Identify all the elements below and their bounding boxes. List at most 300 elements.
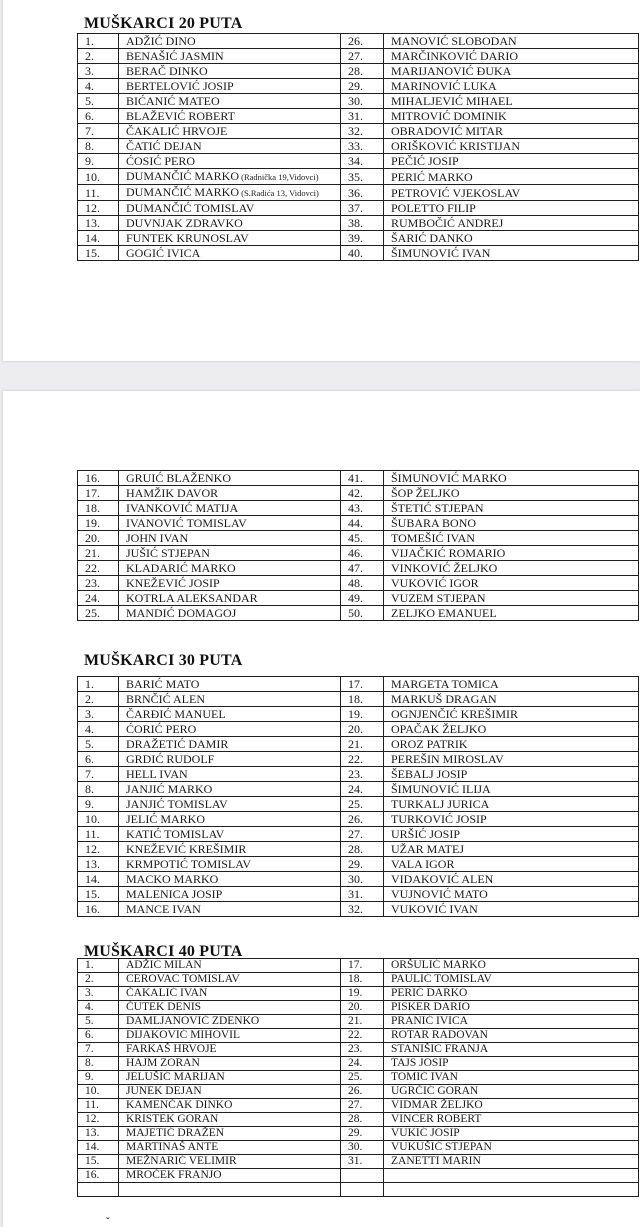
name-cell: ĆOSIĆ PERO — [119, 154, 341, 169]
name-cell: MARINOVIĆ LUKA — [384, 79, 639, 94]
name-cell: JELIĆ MARKO — [119, 812, 341, 827]
name-cell: STANIŠIĆ FRANJA — [384, 1043, 639, 1057]
name-cell: BIĆANIĆ MATEO — [119, 94, 341, 109]
table-row — [78, 185, 639, 201]
cutoff-next-heading-hint: ˇ — [106, 1217, 110, 1225]
row-number-cell: 19. — [341, 987, 384, 1001]
row-number-cell: 20. — [78, 531, 119, 546]
row-number-cell: 7. — [78, 1043, 119, 1057]
table-row — [78, 857, 639, 872]
name-cell: MROČEK FRANJO — [119, 1169, 341, 1183]
row-number-cell: 47. — [341, 561, 384, 576]
table-row — [78, 79, 639, 94]
name-cell: ADŽIĆ DINO — [119, 34, 341, 49]
row-number-cell: 31. — [341, 109, 384, 124]
name-cell: POLETTO FILIP — [384, 201, 639, 216]
name-cell: CEROVAC TOMISLAV — [119, 973, 341, 987]
table-row — [78, 797, 639, 812]
section-title-30-puta: MUŠKARCI 30 PUTA — [84, 652, 243, 669]
row-number-cell: 35. — [341, 169, 384, 185]
name-cell: PERIĆ MARKO — [384, 169, 639, 185]
name-cell: PETROVIĆ VJEKOSLAV — [384, 185, 639, 201]
row-number-cell: 49. — [341, 591, 384, 606]
name-cell: ČUTEK DENIS — [119, 1001, 341, 1015]
name-cell: MANCE IVAN — [119, 902, 341, 917]
row-number-cell: 27. — [341, 827, 384, 842]
table-row — [78, 872, 639, 887]
row-number-cell: 9. — [78, 154, 119, 169]
name-cell: KAMENČAK DINKO — [119, 1099, 341, 1113]
table-row — [78, 812, 639, 827]
table-row — [78, 767, 639, 782]
table-row — [78, 842, 639, 857]
row-number-cell: 37. — [341, 201, 384, 216]
name-cell: PAULIĆ TOMISLAV — [384, 973, 639, 987]
name-cell: URŠIĆ JOSIP — [384, 827, 639, 842]
name-cell: BERTELOVIĆ JOSIP — [119, 79, 341, 94]
name-cell: VUJNOVIĆ MATO — [384, 887, 639, 902]
name-cell: GOGIĆ IVICA — [119, 246, 341, 261]
row-number-cell: 26. — [341, 1085, 384, 1099]
roster-table-30-puta — [77, 676, 639, 917]
name-cell: JUŠIĆ STJEPAN — [119, 546, 341, 561]
name-cell: JOHN IVAN — [119, 531, 341, 546]
row-number-cell: 25. — [341, 1071, 384, 1085]
name-cell: VIDAKOVIĆ ALEN — [384, 872, 639, 887]
table-row — [78, 591, 639, 606]
row-number-cell: 3. — [78, 64, 119, 79]
row-number-cell: 20. — [341, 722, 384, 737]
name-cell: ČATIĆ DEJAN — [119, 139, 341, 154]
name-cell: TAJS JOSIP — [384, 1057, 639, 1071]
row-number-cell: 28. — [341, 64, 384, 79]
row-number-cell: 4. — [78, 1001, 119, 1015]
name-cell: PEREŠIN MIROSLAV — [384, 752, 639, 767]
name-cell: VIDMAR ŽELJKO — [384, 1099, 639, 1113]
table-row — [78, 576, 639, 591]
row-number-cell: 15. — [78, 887, 119, 902]
row-number-cell: 11. — [78, 1099, 119, 1113]
name-cell — [119, 1183, 341, 1197]
name-cell: TOMEŠIĆ IVAN — [384, 531, 639, 546]
row-number-cell: 33. — [341, 139, 384, 154]
table-row — [78, 231, 639, 246]
name-cell: ŠEBALJ JOSIP — [384, 767, 639, 782]
row-number-cell: 21. — [78, 546, 119, 561]
name-cell: VUKOVIĆ IVAN — [384, 902, 639, 917]
name-cell: TURKALJ JURICA — [384, 797, 639, 812]
row-number-cell: 39. — [341, 231, 384, 246]
name-cell: JANJIĆ TOMISLAV — [119, 797, 341, 812]
name-cell: JANJIĆ MARKO — [119, 782, 341, 797]
row-number-cell: 5. — [78, 1015, 119, 1029]
name-cell: IVANOVIĆ TOMISLAV — [119, 516, 341, 531]
name-cell: ŠIMUNOVIĆ MARKO — [384, 471, 639, 486]
row-number-cell: 23. — [341, 767, 384, 782]
row-number-cell: 5. — [78, 94, 119, 109]
row-number-cell: 23. — [341, 1043, 384, 1057]
table-row — [78, 471, 639, 486]
roster-table-40-puta — [77, 958, 639, 1197]
name-cell: ŠIMUNOVIĆ ILIJA — [384, 782, 639, 797]
row-number-cell: 28. — [341, 1113, 384, 1127]
row-number-cell: 1. — [78, 677, 119, 692]
name-cell: JUNEK DEJAN — [119, 1085, 341, 1099]
row-number-cell: 12. — [78, 201, 119, 216]
row-number-cell: 2. — [78, 692, 119, 707]
name-cell: ROTAR RADOVAN — [384, 1029, 639, 1043]
row-number-cell: 19. — [341, 707, 384, 722]
row-number-cell: 38. — [341, 216, 384, 231]
roster-table-20-puta-part2 — [77, 470, 639, 621]
row-number-cell: 25. — [78, 606, 119, 621]
section-title-40-puta: MUŠKARCI 40 PUTA — [84, 943, 243, 960]
table-row — [78, 34, 639, 49]
row-number-cell: 48. — [341, 576, 384, 591]
row-number-cell: 50. — [341, 606, 384, 621]
row-number-cell: 42. — [341, 486, 384, 501]
name-cell: DUVNJAK ZDRAVKO — [119, 216, 341, 231]
row-number-cell: 10. — [78, 169, 119, 185]
row-number-cell: 2. — [78, 49, 119, 64]
row-number-cell: 25. — [341, 797, 384, 812]
name-cell: MARIJANOVIĆ ĐUKA — [384, 64, 639, 79]
row-number-cell: 2. — [78, 973, 119, 987]
name-cell: ČARĐIĆ MANUEL — [119, 707, 341, 722]
row-number-cell: 28. — [341, 842, 384, 857]
name-cell: VINCER ROBERT — [384, 1113, 639, 1127]
name-cell: KRMPOTIĆ TOMISLAV — [119, 857, 341, 872]
row-number-cell: 6. — [78, 752, 119, 767]
table-row — [78, 987, 639, 1001]
name-cell: OBRADOVIĆ MITAR — [384, 124, 639, 139]
table-row — [78, 677, 639, 692]
name-cell: DRAŽETIĆ DAMIR — [119, 737, 341, 752]
row-number-cell: 18. — [341, 692, 384, 707]
row-number-cell: 17. — [341, 677, 384, 692]
table-row — [78, 531, 639, 546]
table-row — [78, 902, 639, 917]
name-cell: ŠUBARA BONO — [384, 516, 639, 531]
table-row — [78, 64, 639, 79]
table-row — [78, 49, 639, 64]
name-cell: ŠARIĆ DANKO — [384, 231, 639, 246]
table-row — [78, 1001, 639, 1015]
name-cell: FUNTEK KRUNOSLAV — [119, 231, 341, 246]
table-row — [78, 516, 639, 531]
row-number-cell: 16. — [78, 902, 119, 917]
name-cell: BERAČ DINKO — [119, 64, 341, 79]
name-cell: ORIŠKOVIĆ KRISTIJAN — [384, 139, 639, 154]
row-number-cell: 8. — [78, 139, 119, 154]
row-number-cell: 13. — [78, 1127, 119, 1141]
name-cell: VUKOVIĆ IGOR — [384, 576, 639, 591]
name-cell: PRANIĆ IVICA — [384, 1015, 639, 1029]
name-cell: RUMBOČIĆ ANDREJ — [384, 216, 639, 231]
name-cell: ZELJKO EMANUEL — [384, 606, 639, 621]
address-note: (S.Radića 13, Vidovci) — [239, 188, 319, 198]
name-cell — [384, 1183, 639, 1197]
row-number-cell: 9. — [78, 1071, 119, 1085]
name-cell: TURKOVIĆ JOSIP — [384, 812, 639, 827]
name-cell: IVANKOVIĆ MATIJA — [119, 501, 341, 516]
name-cell: VALA IGOR — [384, 857, 639, 872]
row-number-cell: 45. — [341, 531, 384, 546]
name-cell: DIJAKOVIĆ MIHOVIL — [119, 1029, 341, 1043]
name-cell: MANDIĆ DOMAGOJ — [119, 606, 341, 621]
table-row — [78, 124, 639, 139]
row-number-cell: 21. — [341, 1015, 384, 1029]
row-number-cell: 43. — [341, 501, 384, 516]
name-cell: OGNJENČIĆ KREŠIMIR — [384, 707, 639, 722]
row-number-cell: 20. — [341, 1001, 384, 1015]
name-cell: BRNČIĆ ALEN — [119, 692, 341, 707]
row-number-cell: 24. — [78, 591, 119, 606]
table-row — [78, 973, 639, 987]
row-number-cell: 31. — [341, 1155, 384, 1169]
name-cell: GRUIĆ BLAŽENKO — [119, 471, 341, 486]
table-row — [78, 887, 639, 902]
table-row — [78, 154, 639, 169]
row-number-cell — [341, 1183, 384, 1197]
name-cell: FARKAŠ HRVOJE — [119, 1043, 341, 1057]
row-number-cell: 19. — [78, 516, 119, 531]
table-row — [78, 1141, 639, 1155]
row-number-cell: 10. — [78, 1085, 119, 1099]
table-row — [78, 1169, 639, 1183]
name-cell: MARGETA TOMICA — [384, 677, 639, 692]
table-row — [78, 169, 639, 185]
row-number-cell: 11. — [78, 827, 119, 842]
row-number-cell: 24. — [341, 1057, 384, 1071]
table-row — [78, 1057, 639, 1071]
row-number-cell: 7. — [78, 767, 119, 782]
row-number-cell: 16. — [78, 471, 119, 486]
row-number-cell: 15. — [78, 1155, 119, 1169]
name-cell: VUZEM STJEPAN — [384, 591, 639, 606]
row-number-cell: 26. — [341, 812, 384, 827]
row-number-cell: 12. — [78, 1113, 119, 1127]
row-number-cell: 6. — [78, 1029, 119, 1043]
table-row — [78, 1029, 639, 1043]
name-cell: HAMŽIK DAVOR — [119, 486, 341, 501]
row-number-cell: 6. — [78, 109, 119, 124]
name-cell: MANOVIĆ SLOBODAN — [384, 34, 639, 49]
name-cell: PISKER DARIO — [384, 1001, 639, 1015]
name-cell: ŠTETIĆ STJEPAN — [384, 501, 639, 516]
name-cell: MARTINAŠ ANTE — [119, 1141, 341, 1155]
row-number-cell: 15. — [78, 246, 119, 261]
table-row — [78, 827, 639, 842]
row-number-cell: 41. — [341, 471, 384, 486]
name-cell: MIHALJEVIĆ MIHAEL — [384, 94, 639, 109]
row-number-cell: 30. — [341, 94, 384, 109]
address-note: (Radnička 19,Vidovci) — [239, 172, 319, 182]
row-number-cell: 30. — [341, 1141, 384, 1155]
table-row — [78, 546, 639, 561]
name-cell: ORŠULIĆ MARKO — [384, 959, 639, 973]
row-number-cell: 44. — [341, 516, 384, 531]
row-number-cell: 7. — [78, 124, 119, 139]
table-row — [78, 752, 639, 767]
row-number-cell: 18. — [341, 973, 384, 987]
row-number-cell: 10. — [78, 812, 119, 827]
table-row — [78, 1071, 639, 1085]
name-cell: ZANETTI MARIN — [384, 1155, 639, 1169]
row-number-cell: 1. — [78, 959, 119, 973]
row-number-cell: 22. — [341, 1029, 384, 1043]
row-number-cell: 23. — [78, 576, 119, 591]
name-cell: KOTRLA ALEKSANDAR — [119, 591, 341, 606]
row-number-cell: 40. — [341, 246, 384, 261]
table-row — [78, 486, 639, 501]
row-number-cell: 8. — [78, 1057, 119, 1071]
row-number-cell: 8. — [78, 782, 119, 797]
name-cell: HAJM ZORAN — [119, 1057, 341, 1071]
name-cell: KNEŽEVIĆ KREŠIMIR — [119, 842, 341, 857]
name-cell: BARIĆ MATO — [119, 677, 341, 692]
table-row — [78, 722, 639, 737]
table-row — [78, 692, 639, 707]
name-cell: VIJAČKIĆ ROMARIO — [384, 546, 639, 561]
table-row — [78, 1043, 639, 1057]
row-number-cell: 14. — [78, 872, 119, 887]
row-number-cell: 22. — [78, 561, 119, 576]
row-number-cell: 3. — [78, 707, 119, 722]
row-number-cell: 32. — [341, 124, 384, 139]
name-cell: MALENICA JOSIP — [119, 887, 341, 902]
document-page-2 — [3, 391, 640, 1227]
name-cell: VINKOVIĆ ŽELJKO — [384, 561, 639, 576]
row-number-cell: 29. — [341, 857, 384, 872]
row-number-cell: 4. — [78, 722, 119, 737]
table-row — [78, 1015, 639, 1029]
table-row — [78, 606, 639, 621]
name-cell: ĆORIĆ PERO — [119, 722, 341, 737]
name-cell: HELL IVAN — [119, 767, 341, 782]
row-number-cell — [341, 1169, 384, 1183]
name-cell: KLADARIĆ MARKO — [119, 561, 341, 576]
name-cell: BENAŠIĆ JASMIN — [119, 49, 341, 64]
row-number-cell: 16. — [78, 1169, 119, 1183]
table-row — [78, 1127, 639, 1141]
name-cell: DUMANČIĆ MARKO (Radnička 19,Vidovci) — [119, 169, 341, 185]
table-row — [78, 782, 639, 797]
name-cell: VUKIĆ JOSIP — [384, 1127, 639, 1141]
row-number-cell: 24. — [341, 782, 384, 797]
table-row — [78, 109, 639, 124]
row-number-cell: 4. — [78, 79, 119, 94]
row-number-cell: 13. — [78, 857, 119, 872]
table-row — [78, 1099, 639, 1113]
name-cell — [384, 1169, 639, 1183]
name-cell: TOMIĆ IVAN — [384, 1071, 639, 1085]
row-number-cell: 13. — [78, 216, 119, 231]
row-number-cell: 1. — [78, 34, 119, 49]
name-cell: MAJETIĆ DRAŽEN — [119, 1127, 341, 1141]
table-row — [78, 1085, 639, 1099]
name-cell: MARČINKOVIĆ DARIO — [384, 49, 639, 64]
row-number-cell: 18. — [78, 501, 119, 516]
row-number-cell: 27. — [341, 1099, 384, 1113]
row-number-cell: 29. — [341, 1127, 384, 1141]
table-row — [78, 1155, 639, 1169]
name-cell: VUKUŠIĆ STJEPAN — [384, 1141, 639, 1155]
table-row — [78, 139, 639, 154]
name-cell: UGRČIĆ GORAN — [384, 1085, 639, 1099]
document-page-1 — [3, 0, 640, 361]
name-cell: MACKO MARKO — [119, 872, 341, 887]
name-cell: KNEŽEVIĆ JOSIP — [119, 576, 341, 591]
name-cell: GRDIĆ RUDOLF — [119, 752, 341, 767]
table-row — [78, 246, 639, 261]
row-number-cell: 32. — [341, 902, 384, 917]
row-number-cell: 11. — [78, 185, 119, 201]
row-number-cell: 30. — [341, 872, 384, 887]
name-cell: BLAŽEVIĆ ROBERT — [119, 109, 341, 124]
table-row — [78, 216, 639, 231]
row-number-cell: 34. — [341, 154, 384, 169]
name-cell: KATIĆ TOMISLAV — [119, 827, 341, 842]
row-number-cell: 12. — [78, 842, 119, 857]
name-cell: DUMANČIĆ MARKO (S.Radića 13, Vidovci) — [119, 185, 341, 201]
name-cell: DAMLJANOVIĆ ZDENKO — [119, 1015, 341, 1029]
table-row — [78, 959, 639, 973]
row-number-cell: 36. — [341, 185, 384, 201]
row-number-cell: 14. — [78, 1141, 119, 1155]
row-number-cell: 46. — [341, 546, 384, 561]
name-cell: OROZ PATRIK — [384, 737, 639, 752]
roster-table-20-puta-part1 — [77, 33, 639, 261]
row-number-cell: 26. — [341, 34, 384, 49]
name-cell: PERIĆ DARKO — [384, 987, 639, 1001]
name-cell: KRISTEK GORAN — [119, 1113, 341, 1127]
row-number-cell: 21. — [341, 737, 384, 752]
name-cell: UŽAR MATEJ — [384, 842, 639, 857]
row-number-cell: 3. — [78, 987, 119, 1001]
table-row — [78, 1183, 639, 1197]
row-number-cell — [78, 1183, 119, 1197]
table-row — [78, 201, 639, 216]
name-cell: ČAKALIĆ IVAN — [119, 987, 341, 1001]
row-number-cell: 5. — [78, 737, 119, 752]
row-number-cell: 9. — [78, 797, 119, 812]
name-cell: MARKUŠ DRAGAN — [384, 692, 639, 707]
table-row — [78, 501, 639, 516]
row-number-cell: 17. — [78, 486, 119, 501]
section-title-20-puta: MUŠKARCI 20 PUTA — [84, 15, 243, 32]
name-cell: OPAČAK ŽELJKO — [384, 722, 639, 737]
row-number-cell: 27. — [341, 49, 384, 64]
row-number-cell: 29. — [341, 79, 384, 94]
name-cell: ŠIMUNOVIĆ IVAN — [384, 246, 639, 261]
row-number-cell: 17. — [341, 959, 384, 973]
row-number-cell: 22. — [341, 752, 384, 767]
row-number-cell: 31. — [341, 887, 384, 902]
name-cell: DUMANČIĆ TOMISLAV — [119, 201, 341, 216]
name-cell: PEČIĆ JOSIP — [384, 154, 639, 169]
name-cell: ŠOP ŽELJKO — [384, 486, 639, 501]
name-cell: ADŽIĆ MILAN — [119, 959, 341, 973]
name-cell: MITROVIĆ DOMINIK — [384, 109, 639, 124]
table-row — [78, 561, 639, 576]
table-row — [78, 1113, 639, 1127]
table-row — [78, 737, 639, 752]
name-cell: JELUŠIĆ MARIJAN — [119, 1071, 341, 1085]
name-cell: ČAKALIĆ HRVOJE — [119, 124, 341, 139]
table-row — [78, 94, 639, 109]
row-number-cell: 14. — [78, 231, 119, 246]
